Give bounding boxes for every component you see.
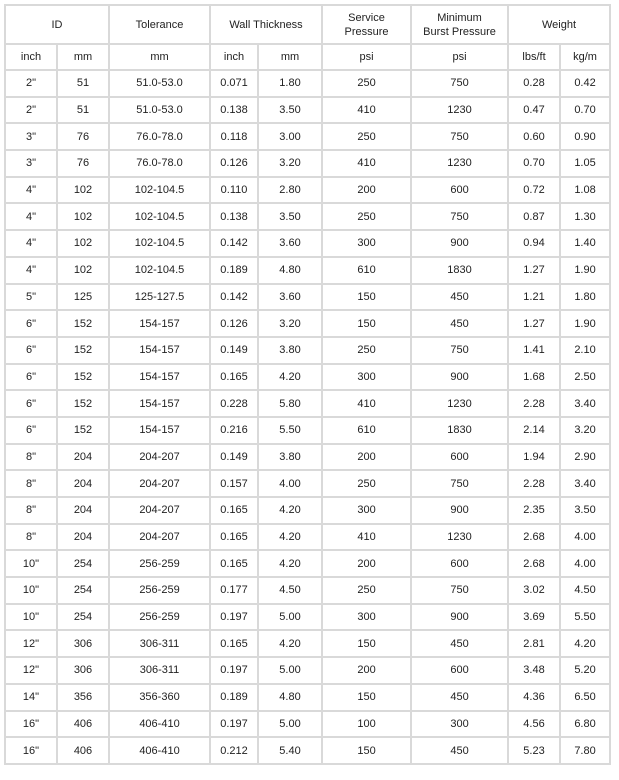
cell-service-psi: 250 (323, 578, 412, 605)
table-row (6, 285, 611, 312)
cell-id-inch: 14" (6, 685, 58, 712)
cell-weight-kg-m: 1.90 (561, 258, 611, 285)
table-row (6, 471, 611, 498)
cell-id-mm: 152 (58, 338, 110, 365)
cell-wall-inch: 0.126 (211, 151, 259, 178)
cell-id-inch: 6" (6, 338, 58, 365)
cell-weight-lbs-ft: 0.60 (509, 124, 561, 151)
cell-wall-mm: 4.20 (259, 551, 323, 578)
cell-id-inch: 12" (6, 658, 58, 685)
cell-wall-inch: 0.149 (211, 445, 259, 472)
cell-service-psi: 200 (323, 658, 412, 685)
table-row (6, 365, 611, 392)
unit-header-cell: mm (58, 45, 110, 71)
cell-wall-mm: 3.00 (259, 124, 323, 151)
cell-id-inch: 2" (6, 98, 58, 125)
unit-header-cell: psi (323, 45, 412, 71)
cell-weight-lbs-ft: 2.68 (509, 525, 561, 552)
cell-wall-mm: 3.20 (259, 311, 323, 338)
cell-service-psi: 300 (323, 605, 412, 632)
table-row (6, 712, 611, 739)
table-row (6, 391, 611, 418)
cell-id-inch: 10" (6, 551, 58, 578)
cell-burst-psi: 750 (412, 471, 509, 498)
cell-weight-kg-m: 6.80 (561, 712, 611, 739)
cell-id-inch: 8" (6, 471, 58, 498)
cell-weight-kg-m: 1.40 (561, 231, 611, 258)
cell-id-mm: 76 (58, 124, 110, 151)
unit-header-cell: kg/m (561, 45, 611, 71)
burst-pressure-header-line2: Burst Pressure (423, 25, 496, 38)
table-row (6, 178, 611, 205)
cell-tolerance-mm: 306-311 (110, 658, 211, 685)
table-row (6, 445, 611, 472)
cell-id-inch: 10" (6, 605, 58, 632)
cell-weight-kg-m: 7.80 (561, 738, 611, 765)
cell-id-mm: 125 (58, 285, 110, 312)
cell-weight-kg-m: 4.50 (561, 578, 611, 605)
cell-weight-lbs-ft: 5.23 (509, 738, 561, 765)
cell-id-mm: 204 (58, 471, 110, 498)
cell-wall-mm: 4.20 (259, 498, 323, 525)
cell-id-mm: 254 (58, 578, 110, 605)
cell-wall-inch: 0.138 (211, 98, 259, 125)
cell-wall-mm: 3.80 (259, 445, 323, 472)
cell-id-inch: 3" (6, 151, 58, 178)
cell-wall-inch: 0.228 (211, 391, 259, 418)
cell-id-mm: 102 (58, 231, 110, 258)
cell-wall-mm: 4.50 (259, 578, 323, 605)
cell-wall-mm: 4.20 (259, 525, 323, 552)
cell-burst-psi: 600 (412, 551, 509, 578)
cell-id-inch: 6" (6, 418, 58, 445)
cell-weight-kg-m: 4.00 (561, 551, 611, 578)
cell-tolerance-mm: 51.0-53.0 (110, 71, 211, 98)
cell-wall-mm: 5.80 (259, 391, 323, 418)
cell-id-mm: 254 (58, 605, 110, 632)
cell-wall-mm: 4.80 (259, 685, 323, 712)
cell-wall-mm: 3.20 (259, 151, 323, 178)
cell-service-psi: 250 (323, 204, 412, 231)
cell-id-mm: 102 (58, 258, 110, 285)
cell-service-psi: 250 (323, 124, 412, 151)
cell-wall-mm: 2.80 (259, 178, 323, 205)
cell-id-inch: 8" (6, 445, 58, 472)
cell-id-mm: 102 (58, 178, 110, 205)
cell-weight-kg-m: 3.40 (561, 391, 611, 418)
table-row (6, 231, 611, 258)
table-row (6, 311, 611, 338)
cell-tolerance-mm: 102-104.5 (110, 204, 211, 231)
header-group-row (6, 6, 611, 45)
cell-burst-psi: 1830 (412, 418, 509, 445)
cell-weight-lbs-ft: 0.94 (509, 231, 561, 258)
cell-id-inch: 3" (6, 124, 58, 151)
burst-pressure-header (412, 6, 509, 45)
cell-weight-lbs-ft: 2.81 (509, 631, 561, 658)
cell-service-psi: 410 (323, 98, 412, 125)
cell-weight-lbs-ft: 2.68 (509, 551, 561, 578)
cell-weight-lbs-ft: 4.36 (509, 685, 561, 712)
cell-tolerance-mm: 102-104.5 (110, 231, 211, 258)
cell-burst-psi: 1230 (412, 525, 509, 552)
table-row (6, 658, 611, 685)
cell-tolerance-mm: 204-207 (110, 525, 211, 552)
cell-service-psi: 250 (323, 71, 412, 98)
cell-service-psi: 300 (323, 231, 412, 258)
cell-tolerance-mm: 256-259 (110, 551, 211, 578)
wall-thickness-header: Wall Thickness (211, 6, 323, 45)
cell-weight-lbs-ft: 2.28 (509, 391, 561, 418)
unit-header-cell: psi (412, 45, 509, 71)
cell-burst-psi: 450 (412, 285, 509, 312)
cell-service-psi: 200 (323, 445, 412, 472)
cell-id-inch: 4" (6, 231, 58, 258)
table-row (6, 498, 611, 525)
cell-wall-inch: 0.165 (211, 631, 259, 658)
cell-burst-psi: 750 (412, 204, 509, 231)
service-pressure-header (323, 6, 412, 45)
header-unit-row (6, 45, 611, 71)
cell-weight-lbs-ft: 0.87 (509, 204, 561, 231)
cell-tolerance-mm: 256-259 (110, 605, 211, 632)
cell-burst-psi: 300 (412, 712, 509, 739)
cell-id-mm: 204 (58, 445, 110, 472)
unit-header-cell: inch (211, 45, 259, 71)
cell-burst-psi: 600 (412, 445, 509, 472)
cell-wall-inch: 0.197 (211, 658, 259, 685)
cell-wall-inch: 0.110 (211, 178, 259, 205)
cell-wall-inch: 0.197 (211, 712, 259, 739)
cell-burst-psi: 600 (412, 178, 509, 205)
cell-weight-kg-m: 3.20 (561, 418, 611, 445)
cell-tolerance-mm: 154-157 (110, 365, 211, 392)
cell-weight-lbs-ft: 0.70 (509, 151, 561, 178)
cell-burst-psi: 900 (412, 605, 509, 632)
unit-header-cell: lbs/ft (509, 45, 561, 71)
cell-wall-mm: 4.80 (259, 258, 323, 285)
cell-id-mm: 356 (58, 685, 110, 712)
cell-wall-mm: 4.20 (259, 365, 323, 392)
cell-weight-kg-m: 3.50 (561, 498, 611, 525)
cell-wall-inch: 0.197 (211, 605, 259, 632)
cell-wall-mm: 5.50 (259, 418, 323, 445)
cell-burst-psi: 750 (412, 71, 509, 98)
cell-tolerance-mm: 406-410 (110, 738, 211, 765)
cell-wall-inch: 0.165 (211, 365, 259, 392)
cell-id-mm: 204 (58, 498, 110, 525)
cell-wall-mm: 1.80 (259, 71, 323, 98)
cell-weight-kg-m: 6.50 (561, 685, 611, 712)
cell-tolerance-mm: 356-360 (110, 685, 211, 712)
cell-wall-mm: 4.00 (259, 471, 323, 498)
cell-id-mm: 76 (58, 151, 110, 178)
cell-id-mm: 306 (58, 658, 110, 685)
cell-id-mm: 152 (58, 418, 110, 445)
cell-weight-kg-m: 2.90 (561, 445, 611, 472)
cell-tolerance-mm: 76.0-78.0 (110, 124, 211, 151)
cell-weight-kg-m: 1.30 (561, 204, 611, 231)
cell-id-inch: 4" (6, 178, 58, 205)
cell-burst-psi: 1830 (412, 258, 509, 285)
unit-header-cell: mm (259, 45, 323, 71)
cell-burst-psi: 750 (412, 124, 509, 151)
table-row (6, 551, 611, 578)
cell-weight-lbs-ft: 2.28 (509, 471, 561, 498)
cell-wall-inch: 0.165 (211, 551, 259, 578)
cell-wall-mm: 3.50 (259, 204, 323, 231)
cell-tolerance-mm: 204-207 (110, 445, 211, 472)
table-row (6, 151, 611, 178)
cell-wall-inch: 0.071 (211, 71, 259, 98)
cell-id-inch: 10" (6, 578, 58, 605)
cell-service-psi: 410 (323, 525, 412, 552)
cell-wall-inch: 0.118 (211, 124, 259, 151)
cell-service-psi: 200 (323, 551, 412, 578)
cell-service-psi: 150 (323, 311, 412, 338)
cell-service-psi: 250 (323, 471, 412, 498)
cell-id-inch: 6" (6, 365, 58, 392)
cell-tolerance-mm: 154-157 (110, 311, 211, 338)
weight-header: Weight (509, 6, 611, 45)
cell-wall-mm: 3.60 (259, 285, 323, 312)
cell-id-mm: 51 (58, 71, 110, 98)
table-row (6, 338, 611, 365)
cell-weight-lbs-ft: 3.69 (509, 605, 561, 632)
cell-service-psi: 250 (323, 338, 412, 365)
table-row (6, 418, 611, 445)
cell-id-mm: 306 (58, 631, 110, 658)
cell-wall-inch: 0.216 (211, 418, 259, 445)
cell-id-mm: 204 (58, 525, 110, 552)
cell-weight-kg-m: 1.08 (561, 178, 611, 205)
cell-weight-lbs-ft: 3.48 (509, 658, 561, 685)
cell-burst-psi: 900 (412, 231, 509, 258)
service-pressure-header-line2: Pressure (344, 25, 389, 38)
cell-id-mm: 406 (58, 738, 110, 765)
cell-weight-lbs-ft: 2.35 (509, 498, 561, 525)
cell-burst-psi: 900 (412, 365, 509, 392)
cell-weight-kg-m: 4.00 (561, 525, 611, 552)
cell-service-psi: 300 (323, 365, 412, 392)
cell-weight-lbs-ft: 0.47 (509, 98, 561, 125)
hose-specification-table (4, 4, 611, 765)
cell-tolerance-mm: 102-104.5 (110, 258, 211, 285)
cell-wall-inch: 0.149 (211, 338, 259, 365)
cell-wall-mm: 5.40 (259, 738, 323, 765)
cell-service-psi: 150 (323, 285, 412, 312)
cell-id-mm: 152 (58, 365, 110, 392)
cell-weight-kg-m: 3.40 (561, 471, 611, 498)
cell-tolerance-mm: 154-157 (110, 418, 211, 445)
cell-weight-kg-m: 2.50 (561, 365, 611, 392)
cell-tolerance-mm: 76.0-78.0 (110, 151, 211, 178)
cell-wall-inch: 0.142 (211, 231, 259, 258)
cell-id-inch: 8" (6, 498, 58, 525)
cell-service-psi: 200 (323, 178, 412, 205)
table-row (6, 525, 611, 552)
cell-burst-psi: 750 (412, 578, 509, 605)
cell-wall-mm: 5.00 (259, 605, 323, 632)
service-pressure-header-line1: Service (348, 11, 385, 24)
cell-wall-inch: 0.157 (211, 471, 259, 498)
cell-wall-mm: 5.00 (259, 658, 323, 685)
table-row (6, 71, 611, 98)
cell-burst-psi: 450 (412, 631, 509, 658)
cell-weight-kg-m: 5.50 (561, 605, 611, 632)
cell-weight-lbs-ft: 1.27 (509, 258, 561, 285)
table-body (6, 71, 611, 765)
cell-weight-kg-m: 1.90 (561, 311, 611, 338)
cell-weight-kg-m: 5.20 (561, 658, 611, 685)
cell-tolerance-mm: 154-157 (110, 391, 211, 418)
cell-tolerance-mm: 406-410 (110, 712, 211, 739)
cell-id-mm: 51 (58, 98, 110, 125)
cell-service-psi: 150 (323, 738, 412, 765)
cell-id-inch: 2" (6, 71, 58, 98)
cell-tolerance-mm: 306-311 (110, 631, 211, 658)
cell-weight-lbs-ft: 1.41 (509, 338, 561, 365)
cell-wall-inch: 0.165 (211, 525, 259, 552)
cell-weight-kg-m: 1.05 (561, 151, 611, 178)
cell-service-psi: 150 (323, 631, 412, 658)
cell-weight-kg-m: 0.70 (561, 98, 611, 125)
cell-wall-inch: 0.189 (211, 258, 259, 285)
cell-burst-psi: 750 (412, 338, 509, 365)
cell-weight-kg-m: 0.90 (561, 124, 611, 151)
cell-tolerance-mm: 154-157 (110, 338, 211, 365)
cell-id-mm: 152 (58, 311, 110, 338)
cell-weight-lbs-ft: 2.14 (509, 418, 561, 445)
cell-service-psi: 610 (323, 258, 412, 285)
table-row (6, 685, 611, 712)
table-row (6, 124, 611, 151)
cell-weight-lbs-ft: 1.21 (509, 285, 561, 312)
cell-wall-inch: 0.142 (211, 285, 259, 312)
table-row (6, 98, 611, 125)
cell-id-inch: 16" (6, 712, 58, 739)
table-header (6, 6, 611, 71)
id-header: ID (6, 6, 110, 45)
cell-wall-mm: 4.20 (259, 631, 323, 658)
cell-burst-psi: 450 (412, 311, 509, 338)
cell-wall-mm: 5.00 (259, 712, 323, 739)
cell-tolerance-mm: 256-259 (110, 578, 211, 605)
cell-weight-kg-m: 1.80 (561, 285, 611, 312)
unit-header-cell: inch (6, 45, 58, 71)
cell-tolerance-mm: 102-104.5 (110, 178, 211, 205)
cell-burst-psi: 450 (412, 685, 509, 712)
cell-id-inch: 6" (6, 311, 58, 338)
table-row (6, 578, 611, 605)
cell-weight-lbs-ft: 1.68 (509, 365, 561, 392)
cell-wall-inch: 0.126 (211, 311, 259, 338)
table-row (6, 605, 611, 632)
cell-service-psi: 300 (323, 498, 412, 525)
cell-weight-kg-m: 2.10 (561, 338, 611, 365)
cell-burst-psi: 900 (412, 498, 509, 525)
cell-id-mm: 102 (58, 204, 110, 231)
tolerance-header: Tolerance (110, 6, 211, 45)
table-row (6, 631, 611, 658)
cell-id-mm: 152 (58, 391, 110, 418)
cell-service-psi: 150 (323, 685, 412, 712)
cell-burst-psi: 450 (412, 738, 509, 765)
burst-pressure-header-line1: Minimum (437, 11, 482, 24)
cell-service-psi: 610 (323, 418, 412, 445)
table-row (6, 738, 611, 765)
cell-id-mm: 254 (58, 551, 110, 578)
cell-service-psi: 100 (323, 712, 412, 739)
cell-weight-lbs-ft: 4.56 (509, 712, 561, 739)
cell-weight-lbs-ft: 3.02 (509, 578, 561, 605)
cell-wall-mm: 3.60 (259, 231, 323, 258)
cell-id-inch: 16" (6, 738, 58, 765)
cell-burst-psi: 1230 (412, 98, 509, 125)
cell-burst-psi: 600 (412, 658, 509, 685)
cell-burst-psi: 1230 (412, 391, 509, 418)
cell-id-inch: 5" (6, 285, 58, 312)
cell-weight-kg-m: 0.42 (561, 71, 611, 98)
cell-wall-inch: 0.189 (211, 685, 259, 712)
cell-id-mm: 406 (58, 712, 110, 739)
cell-id-inch: 6" (6, 391, 58, 418)
cell-tolerance-mm: 51.0-53.0 (110, 98, 211, 125)
cell-burst-psi: 1230 (412, 151, 509, 178)
cell-service-psi: 410 (323, 151, 412, 178)
cell-tolerance-mm: 204-207 (110, 498, 211, 525)
cell-wall-inch: 0.165 (211, 498, 259, 525)
cell-wall-inch: 0.177 (211, 578, 259, 605)
cell-wall-inch: 0.138 (211, 204, 259, 231)
cell-service-psi: 410 (323, 391, 412, 418)
table-row (6, 258, 611, 285)
cell-id-inch: 4" (6, 258, 58, 285)
cell-id-inch: 4" (6, 204, 58, 231)
cell-id-inch: 12" (6, 631, 58, 658)
cell-tolerance-mm: 125-127.5 (110, 285, 211, 312)
cell-weight-lbs-ft: 0.28 (509, 71, 561, 98)
cell-weight-lbs-ft: 0.72 (509, 178, 561, 205)
table-row (6, 204, 611, 231)
cell-wall-mm: 3.50 (259, 98, 323, 125)
cell-wall-mm: 3.80 (259, 338, 323, 365)
cell-weight-lbs-ft: 1.27 (509, 311, 561, 338)
cell-weight-lbs-ft: 1.94 (509, 445, 561, 472)
cell-wall-inch: 0.212 (211, 738, 259, 765)
cell-tolerance-mm: 204-207 (110, 471, 211, 498)
unit-header-cell: mm (110, 45, 211, 71)
cell-id-inch: 8" (6, 525, 58, 552)
cell-weight-kg-m: 4.20 (561, 631, 611, 658)
